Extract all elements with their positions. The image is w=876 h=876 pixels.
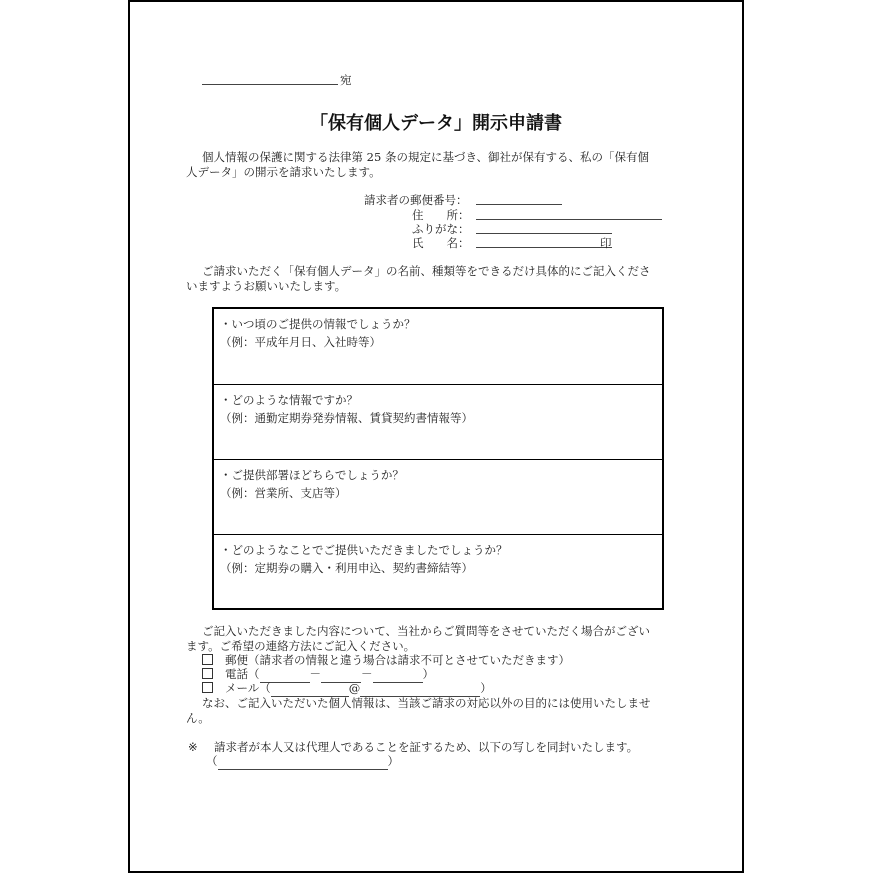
email-at-sign: @ — [348, 681, 361, 695]
request-note-line-1: ご請求いただく「保有個人データ」の名前、種類等をできるだけ具体的にご記入くださ — [202, 264, 651, 278]
phone-separator-2: － — [361, 667, 373, 681]
request-note-line-2: いますようお願いいたします。 — [186, 279, 347, 293]
contact-line-2: ます。ご希望の連絡方法にご記入ください。 — [186, 639, 416, 653]
address-field[interactable] — [476, 208, 662, 220]
question-cell-4[interactable] — [214, 534, 662, 608]
enclosure-field[interactable] — [206, 754, 399, 770]
contact-option-mail[interactable] — [202, 653, 570, 668]
intro-line-2: 人データ」の開示を請求いたします。 — [186, 165, 381, 179]
seal-mark: 印 — [600, 236, 612, 250]
name-label: 氏 名： — [412, 236, 470, 250]
enclosure-open-paren: （ — [206, 754, 218, 768]
furigana-field[interactable] — [476, 222, 612, 234]
mail-option-label: 郵便（請求者の情報と違う場合は請求不可とさせていただきます） — [225, 653, 570, 667]
name-field[interactable] — [476, 236, 612, 248]
question-cell-3[interactable] — [214, 459, 662, 534]
phone-close-paren: ） — [422, 667, 434, 681]
question-1: ・いつ頃のご提供の情報でしょうか？ — [220, 317, 416, 331]
phone-checkbox[interactable] — [202, 668, 213, 679]
page-title: 「保有個人データ」開示申請書 — [310, 113, 562, 134]
address-label: 住 所： — [412, 208, 470, 222]
question-cell-2[interactable] — [214, 384, 662, 459]
furigana-label: ふりがな： — [412, 222, 470, 236]
question-table — [212, 307, 664, 610]
note-text: 請求者が本人又は代理人であることを証するため、以下の写しを同封いたします。 — [214, 740, 639, 754]
postal-label: 請求者の郵便番号： — [364, 193, 468, 207]
email-user-field[interactable] — [271, 681, 349, 697]
phone-option-label: 電話（ — [225, 667, 260, 681]
question-4-example: （例：定期券の購入・利用申込、契約書締結等） — [220, 561, 473, 575]
question-2-example: （例：通勤定期券発券情報、賃貸契約書情報等） — [220, 411, 473, 425]
mail-checkbox[interactable] — [202, 654, 213, 665]
question-cell-1[interactable] — [214, 309, 662, 384]
document-page — [128, 0, 744, 873]
enclosure-close-paren: ） — [387, 754, 399, 768]
note-mark: ※ — [188, 740, 198, 754]
question-4: ・どのようなことでご提供いただきましたでしょうか？ — [220, 543, 508, 557]
privacy-line-2: ん。 — [186, 711, 210, 725]
email-option-label: メール（ — [225, 681, 271, 695]
privacy-line-1: なお、ご記入いただいた個人情報は、当該ご請求の対応以外の目的には使用いたしませ — [202, 696, 651, 710]
addressee-suffix: 宛 — [340, 73, 352, 87]
email-close-paren: ） — [480, 681, 492, 695]
question-3: ・ご提供部署ほどちらでしょうか？ — [220, 468, 404, 482]
contact-option-email[interactable] — [202, 681, 492, 697]
intro-line-1: 個人情報の保護に関する法律第 25 条の規定に基づき、御社が保有する、私の「保有個 — [202, 150, 649, 164]
phone-separator-1: － — [309, 667, 321, 681]
email-domain-field[interactable] — [360, 681, 480, 697]
postal-field[interactable] — [476, 193, 562, 205]
question-3-example: （例：営業所、支店等） — [220, 486, 347, 500]
addressee-input-line[interactable] — [202, 84, 338, 85]
question-2: ・どのような情報ですか？ — [220, 393, 358, 407]
email-checkbox[interactable] — [202, 682, 213, 693]
question-1-example: （例：平成年月日、入社時等） — [220, 335, 381, 349]
enclosure-input-line[interactable] — [218, 754, 388, 770]
contact-line-1: ご記入いただきました内容について、当社からご質問等をさせていただく場合がござい — [202, 624, 651, 638]
